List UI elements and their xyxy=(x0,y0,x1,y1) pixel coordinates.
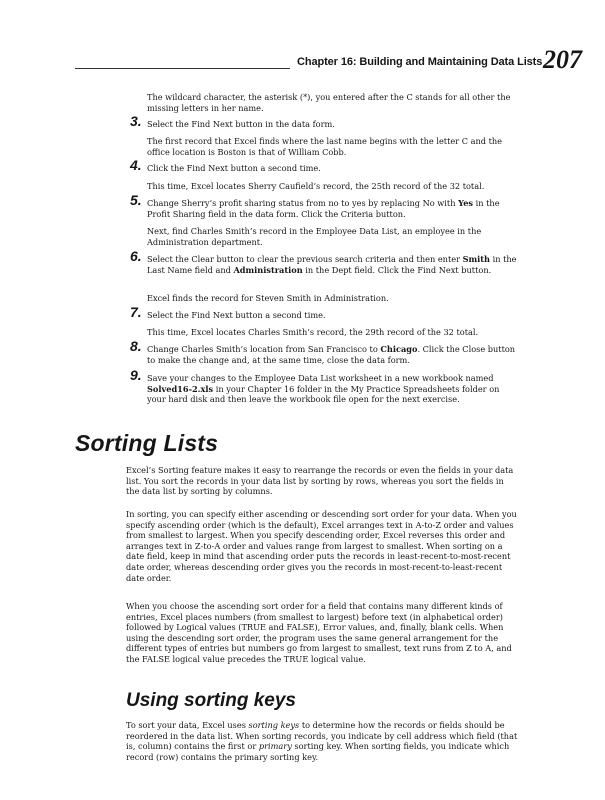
running-head: Chapter 16: Building and Maintaining Data Lists xyxy=(297,56,543,68)
step-text: Change Sherry’s profit sharing status from no to yes by replacing No with Yes in the Profit Sharing field in the data form. Click the Criteria button. xyxy=(147,198,500,219)
bold-term: Solved16-2.xls xyxy=(147,383,214,394)
bold-term: Administration xyxy=(233,264,303,275)
step-5 xyxy=(130,192,517,219)
step-number: 5. xyxy=(130,192,142,208)
step-9 xyxy=(130,367,517,405)
bold-term: Chicago xyxy=(380,344,418,354)
section-paragraph-3: When you choose the ascending sort order for a field that contains many different kinds of entries, Excel places numbers (from smallest to largest) before text (in alphabetical order) followed by Logical values (TRUE and FALSE), Error values, and, finally, blank cells. When using the descending sort order, the program uses the same general arrangement for the different types of entries but numbers go from largest to smallest, text runs from Z to A, and the FALSE logical value precedes the TRUE logical value. xyxy=(126,601,512,664)
step-3-note: The first record that Excel finds where the last name begins with the letter C and the office location is Boston is that of William Cobb. xyxy=(147,136,503,157)
step-text: Select the Find Next button a second time. xyxy=(147,310,326,320)
step-number: 8. xyxy=(130,338,142,354)
step-text: Save your changes to the Employee Data List worksheet in a new workbook named Solved16-2.xls in your Chapter 16 folder in the My Practice Spreadsheets folder on your hard disk and then leave the workbook file open for the next exercise. xyxy=(147,373,500,405)
step-number: 6. xyxy=(130,248,142,264)
subsection-heading: Using sorting keys xyxy=(126,690,296,711)
step-5-note: Next, find Charles Smith’s record in the Employee Data List, an employee in the Administration department. xyxy=(147,226,482,247)
step-number: 9. xyxy=(130,367,142,383)
step-7 xyxy=(130,304,517,321)
step-4-note: This time, Excel locates Sherry Caufield’s record, the 25th record of the 32 total. xyxy=(147,181,485,191)
step-4 xyxy=(130,157,517,174)
header-rule xyxy=(75,68,290,69)
emphasis-term: primary xyxy=(258,741,292,752)
step-text: Click the Find Next button a second time. xyxy=(147,163,321,173)
intro-note: The wildcard character, the asterisk (*), you entered after the C stands for all other the missing letters in her name. xyxy=(147,92,511,113)
step-text: Select the Find Next button in the data form. xyxy=(147,119,335,129)
section-paragraph-2: In sorting, you can specify either ascending or descending sort order for your data. When you specify ascending order (which is the default), Excel arranges text in A-to-Z order and values from smallest to largest. When you specify descending order, Excel reverses this order and arranges text in Z-to-A order and values range from largest to smallest. When sorting on a date field, keep in mind that ascending order puts the records in least-recent-to-most-recent date order, whereas descending order gives you the records in most-recent-to-least-recent date order. xyxy=(126,509,517,583)
step-number: 4. xyxy=(130,157,142,173)
step-6 xyxy=(130,248,517,275)
section-heading: Sorting Lists xyxy=(75,430,219,456)
bold-term: Yes xyxy=(458,198,474,208)
page-number: 207 xyxy=(543,45,582,74)
step-number: 7. xyxy=(130,304,142,320)
step-7-note: This time, Excel locates Charles Smith’s record, the 29th record of the 32 total. xyxy=(147,327,479,337)
step-8 xyxy=(130,338,517,365)
step-3 xyxy=(130,113,517,130)
section-paragraph-1: Excel’s Sorting feature makes it easy to rearrange the records or even the fields in your data list. You sort the records in your data list by sorting by rows, whereas you sort the fields in the data list by sorting by columns. xyxy=(126,465,514,497)
subsection-paragraph: To sort your data, Excel uses sorting keys to determine how the records or fields should be reordered in the data list. When sorting records, you indicate by cell address which field (that is, column) contains the first or primary sorting key. When sorting fields, you indicate which record (row) contains the primary sorting key. xyxy=(126,720,518,762)
emphasis-term: sorting keys xyxy=(248,720,300,730)
step-text: Select the Clear button to clear the previous search criteria and then enter Smith in the Last Name field and Administration in the Dept field. Click the Find Next button. xyxy=(147,254,517,275)
step-text: Change Charles Smith’s location from San Francisco to Chicago. Click the Close button to make the change and, at the same time, close the data form. xyxy=(147,344,516,365)
bold-term: Smith xyxy=(462,254,491,264)
step-number: 3. xyxy=(130,113,142,129)
step-6-note: Excel finds the record for Steven Smith in Administration. xyxy=(147,293,389,303)
